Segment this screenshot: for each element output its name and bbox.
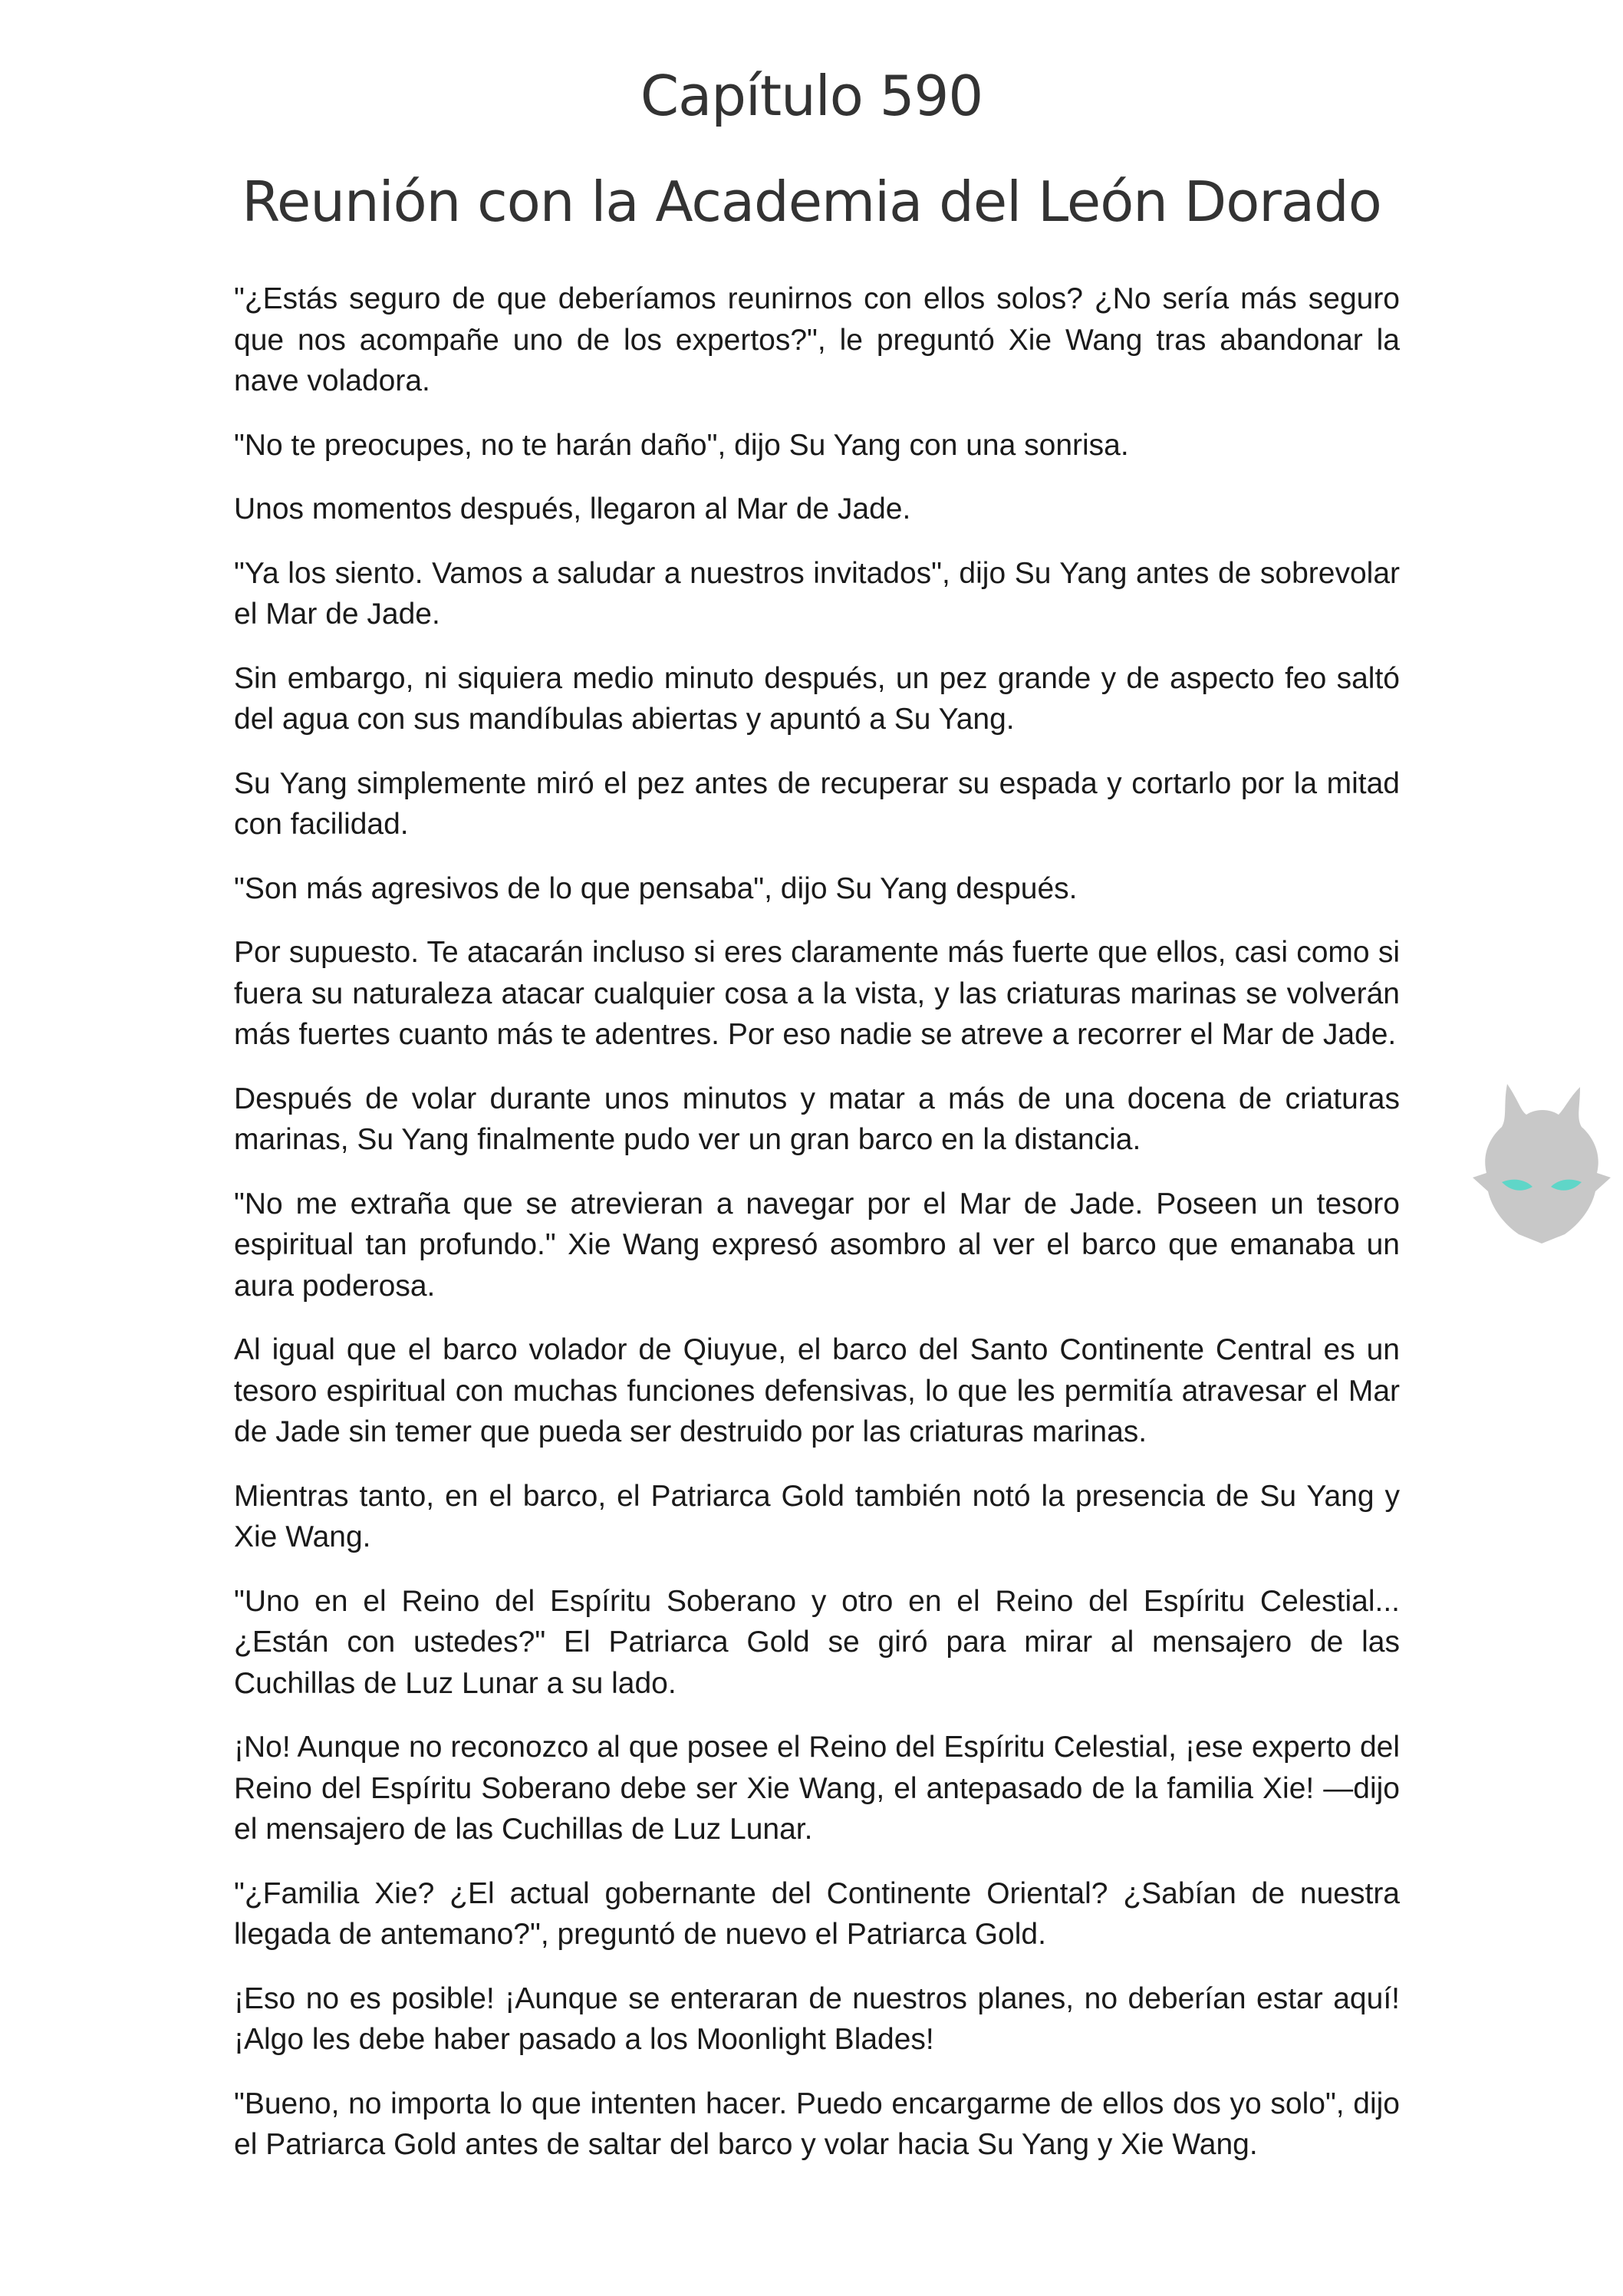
paragraph: "¿Familia Xie? ¿El actual gobernante del Continente Oriental? ¿Sabían de nuestra llegada de antemano?", preguntó de nuevo el Patriarca Gold. bbox=[234, 1876, 1400, 1951]
paragraph: "No te preocupes, no te harán daño", dijo Su Yang con una sonrisa. bbox=[234, 428, 1129, 462]
chapter-header bbox=[0, 43, 1623, 255]
paragraph: Al igual que el barco volador de Qiuyue, el barco del Santo Continente Central es un tesoro espiritual con muchas funciones defensivas, lo que les permitía atravesar el Mar de Jade sin temer que pueda ser destruido por las criaturas marinas. bbox=[234, 1333, 1400, 1448]
paragraph: ¡No! Aunque no reconozco al que posee el Reino del Espíritu Celestial, ¡ese experto del Reino del Espíritu Soberano debe ser Xie Wang, el antepasado de la familia Xie! —dijo el mensajero de las Cuchillas de Luz Lunar. bbox=[234, 1731, 1400, 1846]
demon-head-logo-icon bbox=[1465, 1070, 1618, 1247]
paragraph: "Son más agresivos de lo que pensaba", dijo Su Yang después. bbox=[234, 871, 1078, 905]
paragraph: "¿Estás seguro de que deberíamos reunirnos con ellos solos? ¿No sería más seguro que nos acompañe uno de los expertos?", le preguntó Xie Wang tras abandonar la nave voladora. bbox=[234, 282, 1400, 397]
paragraph: Por supuesto. Te atacarán incluso si eres claramente más fuerte que ellos, casi como si fuera su naturaleza atacar cualquier cosa a la vista, y las criaturas marinas se volverán más fuertes cuanto más te adentres. Por eso nadie se atreve a recorrer el Mar de Jade. bbox=[234, 936, 1400, 1051]
demon-head-shape bbox=[1473, 1084, 1611, 1244]
paragraph: "Bueno, no importa lo que intenten hacer. Puedo encargarme de ellos dos yo solo", dijo el Patriarca Gold antes de saltar del barco y volar hacia Su Yang y Xie Wang. bbox=[234, 2087, 1400, 2161]
paragraph: Después de volar durante unos minutos y matar a más de una docena de criaturas marinas, Su Yang finalmente pudo ver un gran barco en la distancia. bbox=[234, 1082, 1400, 1156]
paragraph: "Ya los siento. Vamos a saludar a nuestros invitados", dijo Su Yang antes de sobrevolar el Mar de Jade. bbox=[234, 556, 1400, 631]
paragraph: "No me extraña que se atrevieran a navegar por el Mar de Jade. Poseen un tesoro espiritual tan profundo." Xie Wang expresó asombro al ver el barco que emanaba un aura poderosa. bbox=[234, 1187, 1400, 1303]
chapter-title: Reunión con la Academia del León Dorado bbox=[242, 170, 1381, 234]
paragraph: ¡Eso no es posible! ¡Aunque se enteraran de nuestros planes, no deberían estar aquí! ¡Algo les debe haber pasado a los Moonlight Blades! bbox=[234, 1981, 1400, 2056]
paragraph: Su Yang simplemente miró el pez antes de recuperar su espada y cortarlo por la mitad con facilidad. bbox=[234, 766, 1400, 841]
paragraph: Mientras tanto, en el barco, el Patriarca Gold también notó la presencia de Su Yang y Xie Wang. bbox=[234, 1479, 1400, 1553]
chapter-number: Capítulo 590 bbox=[640, 64, 983, 128]
paragraph: Unos momentos después, llegaron al Mar de Jade. bbox=[234, 492, 911, 525]
paragraph: "Uno en el Reino del Espíritu Soberano y otro en el Reino del Espíritu Celestial... ¿Están con ustedes?" El Patriarca Gold se giró para mirar al mensajero de las Cuchillas de Luz Lunar a su lado. bbox=[234, 1584, 1400, 1700]
paragraph: Sin embargo, ni siquiera medio minuto después, un pez grande y de aspecto feo saltó del agua con sus mandíbulas abiertas y apuntó a Su Yang. bbox=[234, 661, 1400, 736]
chapter-body bbox=[234, 278, 1400, 2189]
